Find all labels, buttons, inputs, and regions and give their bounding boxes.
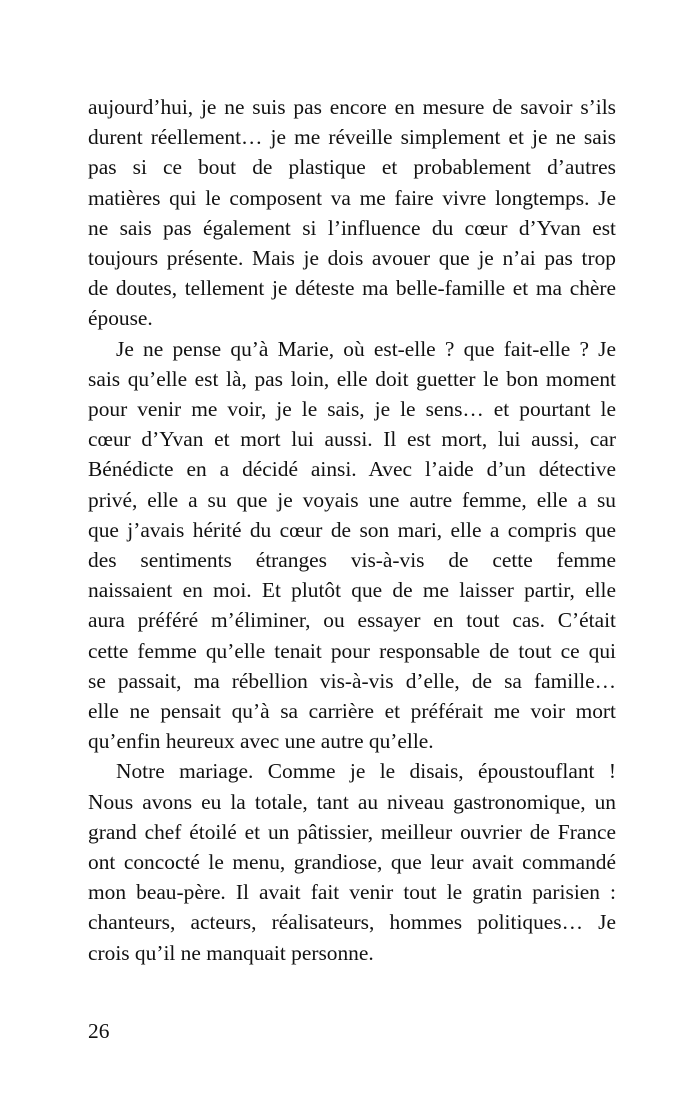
text-line: chanteurs, acteurs, réalisateurs, hommes politiques… Je [88,910,616,935]
text-line: Bénédicte en a décidé ainsi. Avec l’aide d’un détective [88,457,616,482]
text-line: cette femme qu’elle tenait pour responsable de tout ce qui [88,638,616,663]
text-line: épouse. [88,306,153,331]
text-line: aujourd’hui, je ne suis pas encore en mesure de savoir s’ils [88,95,616,119]
text-line: ne sais pas également si l’influence du cœur d’Yvan est [88,215,616,240]
text-line: toujours présente. Mais je dois avouer que je n’ai pas trop [88,246,616,271]
text-line: Notre mariage. Comme je le disais, époustouflant ! [116,759,616,784]
paragraph-2 [88,334,616,757]
paragraph-3 [88,756,616,967]
text-line: Nous avons eu la totale, tant au niveau gastronomique, un [88,789,616,814]
text-line: qu’enfin heureux avec une autre qu’elle. [88,729,434,754]
text-line: se passait, ma rébellion vis-à-vis d’elle, de sa famille… [88,668,616,693]
text-line: Je ne pense qu’à Marie, où est-elle ? que fait-elle ? Je [116,336,616,361]
text-line: aura préféré m’éliminer, ou essayer en tout cas. C’était [88,608,616,633]
paragraph-1 [88,92,616,334]
text-line: privé, elle a su que je voyais une autre femme, elle a su [88,487,616,512]
text-line: mon beau-père. Il avait fait venir tout le gratin parisien : [88,880,616,905]
text-line: durent réellement… je me réveille simplement et je ne sais [88,125,616,150]
text-line: sais qu’elle est là, pas loin, elle doit guetter le bon moment [88,366,616,391]
text-line: de doutes, tellement je déteste ma belle-famille et ma chère [88,276,616,301]
text-line: grand chef étoilé et un pâtissier, meilleur ouvrier de France [88,819,616,844]
text-line: pour venir me voir, je le sais, je le sens… et pourtant le [88,397,616,422]
text-line: crois qu’il ne manquait personne. [88,940,374,965]
text-line: matières qui le composent va me faire vivre longtemps. Je [88,185,616,210]
text-line: que j’avais hérité du cœur de son mari, elle a compris que [88,517,616,542]
text-line: des sentiments étranges vis-à-vis de cette femme [88,548,616,573]
page-body [88,92,616,968]
text-line: ont concocté le menu, grandiose, que leur avait commandé [88,850,616,875]
text-line: pas si ce bout de plastique et probablement d’autres [88,155,616,180]
text-line: elle ne pensait qu’à sa carrière et préférait me voir mort [88,699,616,724]
text-line: cœur d’Yvan et mort lui aussi. Il est mort, lui aussi, car [88,427,616,452]
text-line: naissaient en moi. Et plutôt que de me laisser partir, elle [88,578,616,603]
page-number: 26 [88,1019,110,1043]
